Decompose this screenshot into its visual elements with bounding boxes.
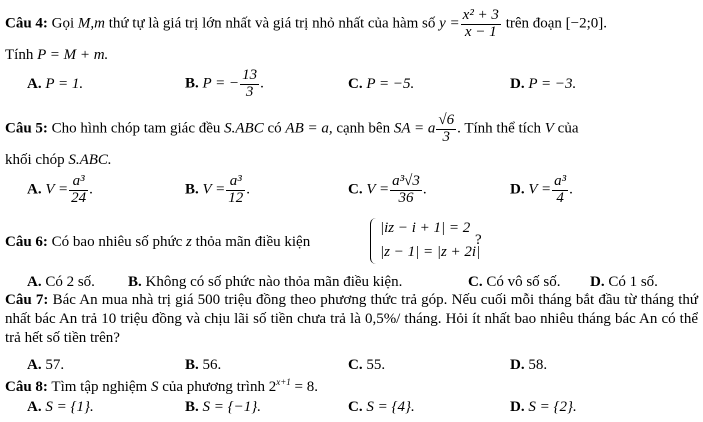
question-5-stem: Câu 5: Cho hình chóp tam giác đều S.ABC có AB = a, cạnh bên SA = a $\frac{√6}{3}$ . Tính thể tích V của	[5, 112, 579, 145]
system-brace	[370, 218, 379, 264]
question-6-label: Câu 6:	[5, 234, 48, 250]
q8-option-c[interactable]: C. S = {4}.	[348, 399, 415, 415]
equation-1: |iz − i + 1| = 2	[380, 220, 471, 236]
q5-option-a[interactable]: A. V = $\frac{\text{a³}}{24}$ .	[27, 173, 93, 206]
q6-option-a[interactable]: A. Có 2 số.	[27, 274, 95, 290]
q4-option-b[interactable]: B. P = − $\frac{13}{3}$ .	[185, 67, 264, 100]
question-8-stem: Câu 8: Tìm tập nghiệm S của phương trình $2^{x+1} = 8$.	[5, 377, 318, 395]
question-6-stem: Câu 6: Có bao nhiêu số phức z thỏa mãn điều kiện	[5, 234, 311, 250]
q8-option-b[interactable]: B. S = {−1}.	[185, 399, 262, 415]
question-7-label: Câu 7:	[5, 292, 49, 308]
question-7-stem: Câu 7: Bác An mua nhà trị giá 500 triệu đồng theo phương thức trả góp. Nếu cuối mỗi tháng bắt đầu từ tháng thứ nhất bác An trả 10 triệu đồng và chịu lãi số tiền chưa trả là 0,5%/ tháng. Hỏi ít nhất bao nhiêu tháng bác An có thể trả hết số tiền trên?	[5, 292, 699, 346]
question-4-label: Câu 4:	[5, 15, 48, 32]
question-mark: ?	[475, 232, 482, 248]
question-8-label: Câu 8:	[5, 379, 48, 395]
q8-option-d[interactable]: D. S = {2}.	[510, 399, 577, 415]
q7-option-a[interactable]: A. 57.	[27, 357, 65, 373]
q6-option-d[interactable]: D. Có 1 số.	[590, 274, 658, 290]
q7-option-c[interactable]: C. 55.	[348, 357, 386, 373]
function-fraction: $\frac{\text{x² + 3}}{x - 1}$	[462, 7, 499, 40]
q7-option-d[interactable]: D. 58.	[510, 357, 548, 373]
q4-option-d[interactable]: D. P = −3.	[510, 76, 577, 92]
q4-option-c[interactable]: C. P = −5.	[348, 76, 415, 92]
q4-option-a[interactable]: A. P = 1.	[27, 76, 84, 92]
equation-2: |z − 1| = |z + 2i|	[380, 244, 481, 260]
q8-option-a[interactable]: A. S = {1}.	[27, 399, 94, 415]
question-5-line2: khối chóp S.ABC.	[5, 152, 112, 168]
question-4-stem: Câu 4: Gọi M,m thứ tự là giá trị lớn nhất và giá trị nhỏ nhất của hàm số y = $\frac{\text{x² + 3}}{x - 1}$ trên đoạn [−2;0].	[5, 7, 608, 40]
q5-option-d[interactable]: D. V = $\frac{\text{a³}}{4}$ .	[510, 173, 573, 206]
question-5-label: Câu 5:	[5, 120, 48, 137]
q5-option-c[interactable]: C. V = $\frac{\text{a³√3}}{36}$ .	[348, 173, 427, 206]
q5-option-b[interactable]: B. V = $\frac{\text{a³}}{12}$ .	[185, 173, 251, 206]
q7-option-b[interactable]: B. 56.	[185, 357, 222, 373]
q6-option-b[interactable]: B. Không có số phức nào thỏa mãn điều kiện.	[128, 274, 403, 290]
q6-option-c[interactable]: C. Có vô số số.	[468, 274, 561, 290]
question-4-line2: Tính P = M + m.	[5, 47, 109, 63]
